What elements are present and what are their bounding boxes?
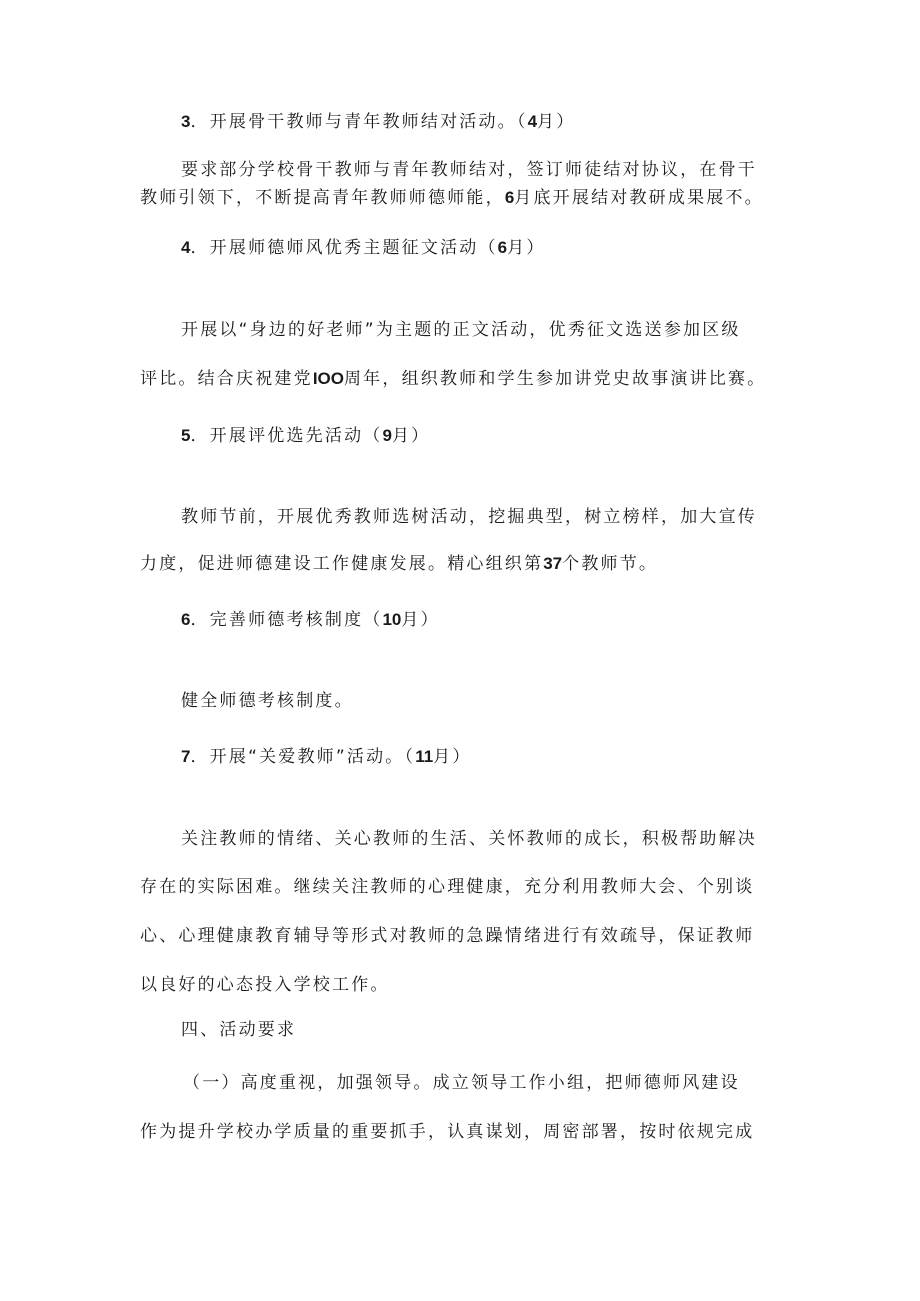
item-month: 10 xyxy=(382,610,402,629)
inline-number: IOO xyxy=(312,369,344,388)
item-6-heading xyxy=(181,608,440,632)
item-month: 6 xyxy=(497,238,508,257)
requirement-1-line-1: （一）高度重视，加强领导。成立领导工作小组，把师德师风建设 xyxy=(183,1073,740,1093)
item-3-paragraph-line-2 xyxy=(140,186,764,210)
item-7-heading xyxy=(181,745,472,769)
text-segment: 月底开展结对教研成果展不。 xyxy=(514,188,764,208)
item-5-paragraph-line-1: 教师节前，开展优秀教师选树活动，挖掘典型，树立榜样，加大宣传 xyxy=(181,507,757,527)
text-segment: 教师引领下，不断提高青年教师师德师能， xyxy=(140,188,505,208)
inline-number: 37 xyxy=(543,554,563,573)
item-7-paragraph-line-2: 存在的实际困难。继续关注教师的心理健康，充分利用教师大会、个别谈 xyxy=(140,877,755,897)
item-6-paragraph-line-1: 健全师德考核制度。 xyxy=(181,691,354,711)
item-title: ．开展评优选先活动（ xyxy=(190,426,383,446)
item-3-paragraph-line-1: 要求部分学校骨干教师与青年教师结对，签订师徒结对协议，在骨干 xyxy=(181,160,757,180)
item-title: ．开展骨干教师与青年教师结对活动。（ xyxy=(190,112,528,132)
item-7-paragraph-line-3: 心、心理健康教育辅导等形式对教师的急躁情绪进行有效疏导，保证教师 xyxy=(140,926,755,946)
item-month-tail: 月） xyxy=(507,238,546,258)
item-month: 11 xyxy=(415,747,434,766)
item-number: 3 xyxy=(181,112,191,131)
item-number: 7 xyxy=(181,747,191,766)
section-4-heading: 四、活动要求 xyxy=(181,1020,297,1040)
item-7-paragraph-line-4: 以良好的心态投入学校工作。 xyxy=(140,975,390,995)
item-number: 4 xyxy=(181,238,191,257)
item-3-heading xyxy=(181,110,575,134)
item-5-paragraph-line-2 xyxy=(140,552,658,576)
item-4-paragraph-line-2 xyxy=(140,367,766,391)
text-segment: 周年，组织教师和学生参加讲党史故事演讲比赛。 xyxy=(343,369,767,389)
item-4-heading xyxy=(181,236,546,260)
item-month-tail: 月） xyxy=(537,112,576,132)
item-title: ．完善师德考核制度（ xyxy=(190,610,383,630)
item-title: ．开展“关爱教师”活动。（ xyxy=(190,747,416,767)
item-4-paragraph-line-1: 开展以“身边的好老师”为主题的正文活动，优秀征文选送参加区级 xyxy=(181,320,741,340)
text-segment: 力度，促进师德建设工作健康发展。精心组织第 xyxy=(140,554,544,574)
item-month-tail: 月） xyxy=(433,747,472,767)
item-month: 9 xyxy=(382,426,392,445)
item-number: 6 xyxy=(181,610,191,629)
requirement-1-line-2: 作为提升学校办学质量的重要抓手，认真谋划，周密部署，按时依规完成 xyxy=(140,1122,755,1142)
inline-number: 6 xyxy=(504,188,515,207)
text-segment: 评比。结合庆祝建党 xyxy=(140,369,313,389)
item-month: 4 xyxy=(527,112,538,131)
item-7-paragraph-line-1: 关注教师的情绪、关心教师的生活、关怀教师的成长，积极帮助解决 xyxy=(181,829,757,849)
item-month-tail: 月） xyxy=(401,610,440,630)
item-5-heading xyxy=(181,424,430,448)
text-segment: 个教师节。 xyxy=(562,554,659,574)
item-number: 5 xyxy=(181,426,191,445)
item-title: ．开展师德师风优秀主题征文活动（ xyxy=(190,238,498,258)
item-month-tail: 月） xyxy=(391,426,431,446)
